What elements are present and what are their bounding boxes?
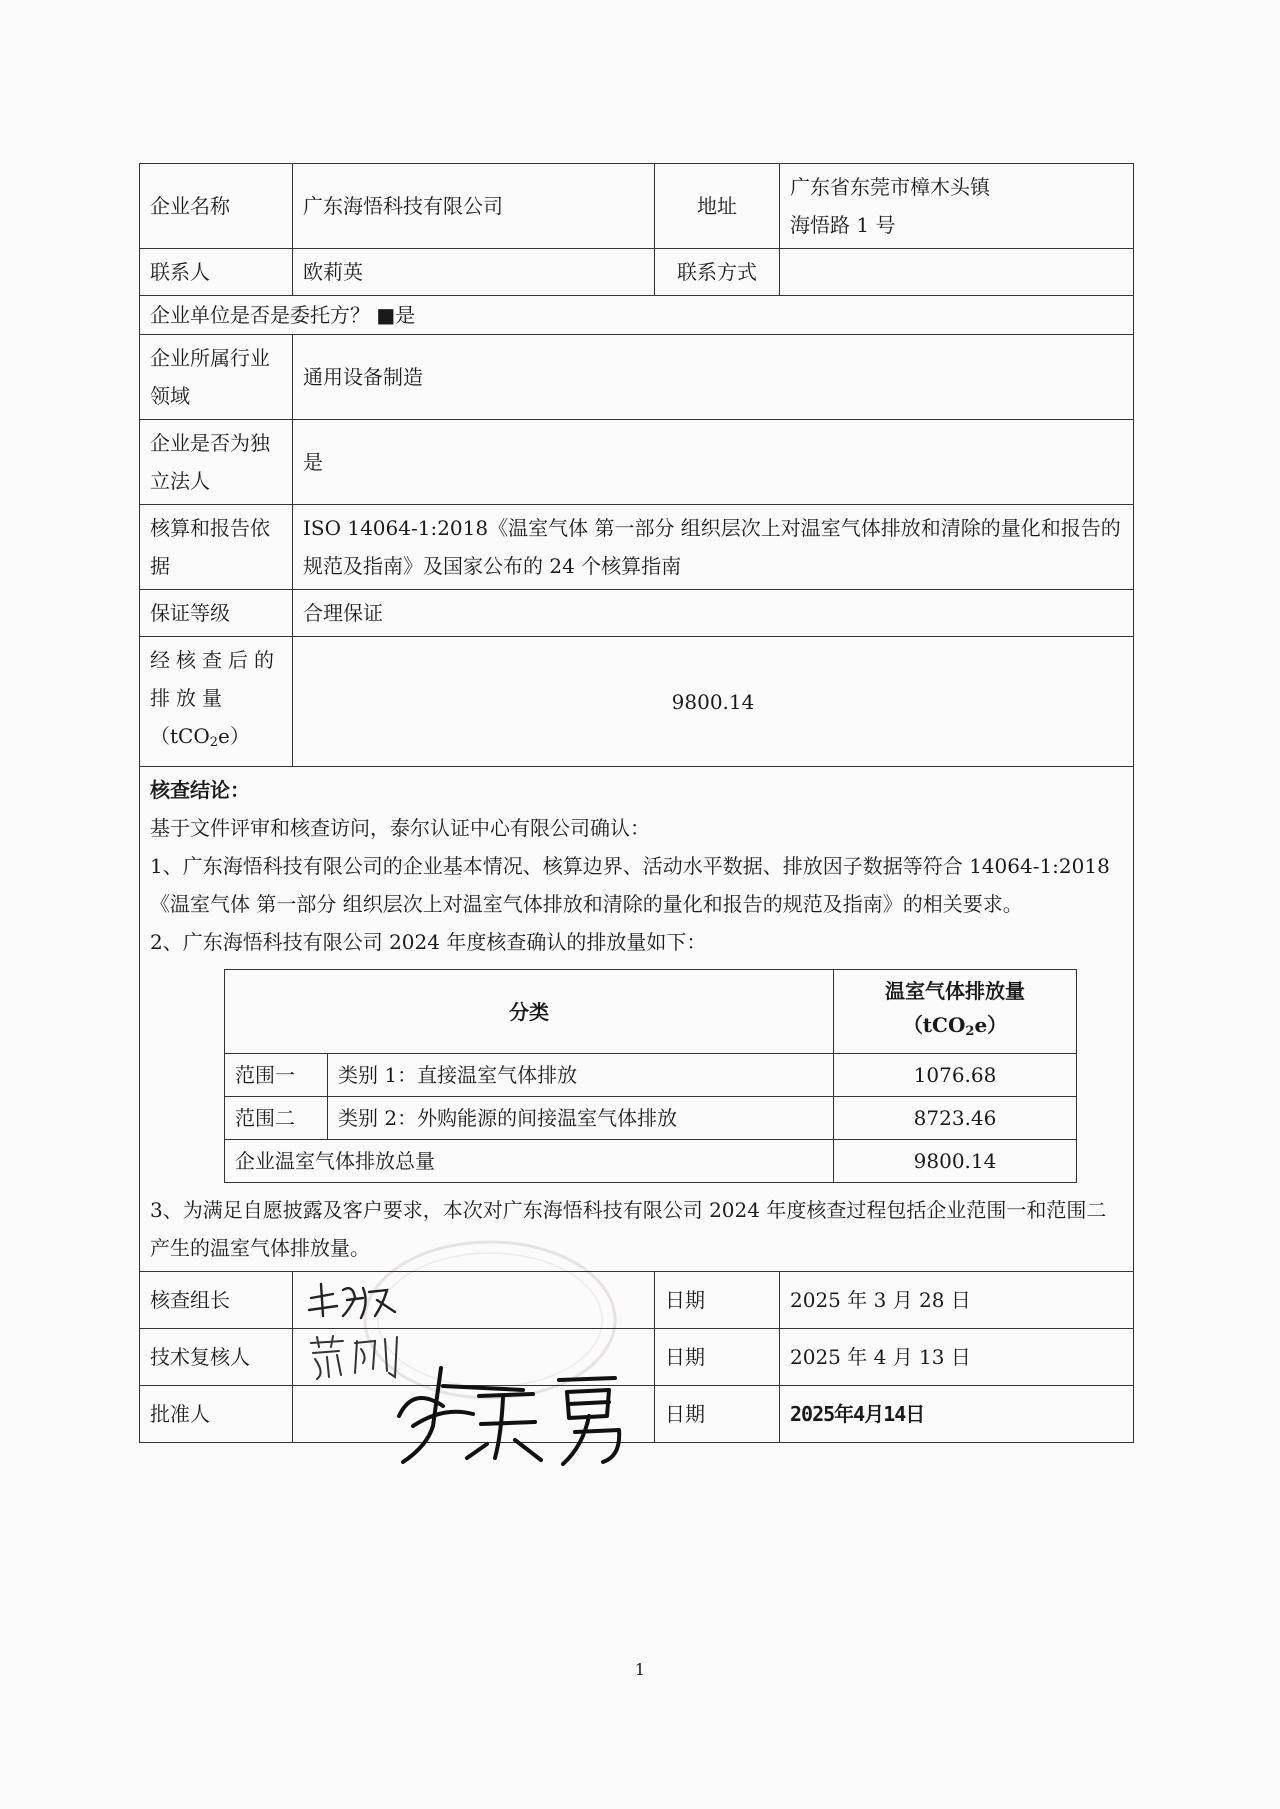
address-line1: 广东省东莞市樟木头镇 bbox=[790, 175, 990, 199]
approver-date-label: 日期 bbox=[655, 1386, 780, 1443]
contact-row bbox=[140, 249, 1134, 296]
header-unit-sub: 2 bbox=[965, 1024, 975, 1039]
scope-cell: 范围一 bbox=[225, 1054, 328, 1097]
assurance-row bbox=[140, 590, 1134, 637]
address-label: 地址 bbox=[655, 164, 780, 249]
industry-label: 企业所属行业领域 bbox=[140, 335, 293, 420]
emission-row bbox=[140, 637, 1134, 767]
company-value: 广东海悟科技有限公司 bbox=[293, 164, 655, 249]
leader-date: 2025 年 3 月 28 日 bbox=[780, 1272, 1134, 1329]
legal-person-row bbox=[140, 420, 1134, 505]
approver-date: 2025年4月14日 bbox=[780, 1386, 1134, 1443]
category-cell: 类别 1：直接温室气体排放 bbox=[328, 1054, 834, 1097]
approver-row bbox=[140, 1386, 1134, 1443]
emission-unit-sub: 2 bbox=[209, 735, 219, 750]
contact-value: 欧莉英 bbox=[293, 249, 655, 296]
approver-label: 批准人 bbox=[140, 1386, 293, 1443]
emission-unit-pre: （tCO bbox=[150, 724, 210, 748]
assurance-value: 合理保证 bbox=[293, 590, 1134, 637]
header-value bbox=[834, 970, 1077, 1054]
header-value-unit bbox=[844, 1008, 1066, 1049]
emission-unit-post: e） bbox=[218, 724, 250, 748]
header-category: 分类 bbox=[225, 970, 834, 1054]
reviewer-row bbox=[140, 1329, 1134, 1386]
leader-label: 核查组长 bbox=[140, 1272, 293, 1329]
phone-value bbox=[780, 249, 1134, 296]
emission-label-line1: 经核查后的排放量 bbox=[150, 648, 280, 710]
approver-signature bbox=[293, 1386, 655, 1443]
reviewer-label: 技术复核人 bbox=[140, 1329, 293, 1386]
approver-signature-icon bbox=[383, 1366, 623, 1414]
value-cell: 8723.46 bbox=[834, 1097, 1077, 1140]
scope-cell: 范围二 bbox=[225, 1097, 328, 1140]
basis-row bbox=[140, 505, 1134, 590]
total-label: 企业温室气体排放总量 bbox=[225, 1140, 834, 1183]
basis-value: ISO 14064-1:2018《温室气体 第一部分 组织层次上对温室气体排放和清除的量化和报告的规范及指南》及国家公布的 24 个核算指南 bbox=[293, 505, 1134, 590]
reviewer-date-label: 日期 bbox=[655, 1329, 780, 1386]
conclusion-item2: 2、广东海悟科技有限公司 2024 年度核查确认的排放量如下： bbox=[150, 930, 707, 954]
total-row bbox=[225, 1140, 1077, 1183]
industry-value: 通用设备制造 bbox=[293, 335, 1134, 420]
leader-date-label: 日期 bbox=[655, 1272, 780, 1329]
emissions-table bbox=[224, 969, 1077, 1183]
verification-form bbox=[139, 163, 1134, 1443]
page-number: 1 bbox=[634, 1660, 646, 1679]
value-cell: 1076.68 bbox=[834, 1054, 1077, 1097]
leader-signature-icon bbox=[303, 1276, 423, 1324]
conclusion-title: 核查结论： bbox=[150, 778, 250, 802]
emission-label-unit bbox=[150, 717, 282, 762]
conclusion-intro: 基于文件评审和核查访问，泰尔认证中心有限公司确认： bbox=[150, 816, 650, 840]
company-label: 企业名称 bbox=[140, 164, 293, 249]
basis-label: 核算和报告依据 bbox=[140, 505, 293, 590]
legal-person-value: 是 bbox=[293, 420, 1134, 505]
leader-row bbox=[140, 1272, 1134, 1329]
conclusion-row bbox=[140, 767, 1134, 1272]
address-value bbox=[780, 164, 1134, 249]
table-row bbox=[225, 1097, 1077, 1140]
total-value: 9800.14 bbox=[834, 1140, 1077, 1183]
phone-label: 联系方式 bbox=[655, 249, 780, 296]
address-line2: 海悟路 1 号 bbox=[790, 213, 896, 237]
conclusion-item3: 3、为满足自愿披露及客户要求，本次对广东海悟科技有限公司 2024 年度核查过程包括企业范围一和范围二产生的温室气体排放量。 bbox=[150, 1198, 1107, 1260]
category-cell: 类别 2：外购能源的间接温室气体排放 bbox=[328, 1097, 834, 1140]
company-row bbox=[140, 164, 1134, 249]
header-unit-pre: （tCO bbox=[902, 1013, 966, 1037]
conclusion-item1: 1、广东海悟科技有限公司的企业基本情况、核算边界、活动水平数据、排放因子数据等符合 14064-1:2018《温室气体 第一部分 组织层次上对温室气体排放和清除的量化和报告的规范及指南》的相关要求。 bbox=[150, 854, 1110, 916]
emission-value: 9800.14 bbox=[293, 637, 1134, 767]
header-value-line1: 温室气体排放量 bbox=[885, 979, 1025, 1003]
industry-row bbox=[140, 335, 1134, 420]
entrusted-text: 企业单位是否是委托方？ ■是 bbox=[140, 296, 1134, 335]
emission-label bbox=[140, 637, 293, 767]
table-row bbox=[225, 1054, 1077, 1097]
entrusted-row bbox=[140, 296, 1134, 335]
emissions-header-row bbox=[225, 970, 1077, 1054]
header-unit-post: e） bbox=[974, 1013, 1008, 1037]
leader-signature bbox=[293, 1272, 655, 1329]
legal-person-label: 企业是否为独立法人 bbox=[140, 420, 293, 505]
contact-label: 联系人 bbox=[140, 249, 293, 296]
reviewer-date: 2025 年 4 月 13 日 bbox=[780, 1329, 1134, 1386]
assurance-label: 保证等级 bbox=[140, 590, 293, 637]
conclusion-cell bbox=[140, 767, 1134, 1272]
